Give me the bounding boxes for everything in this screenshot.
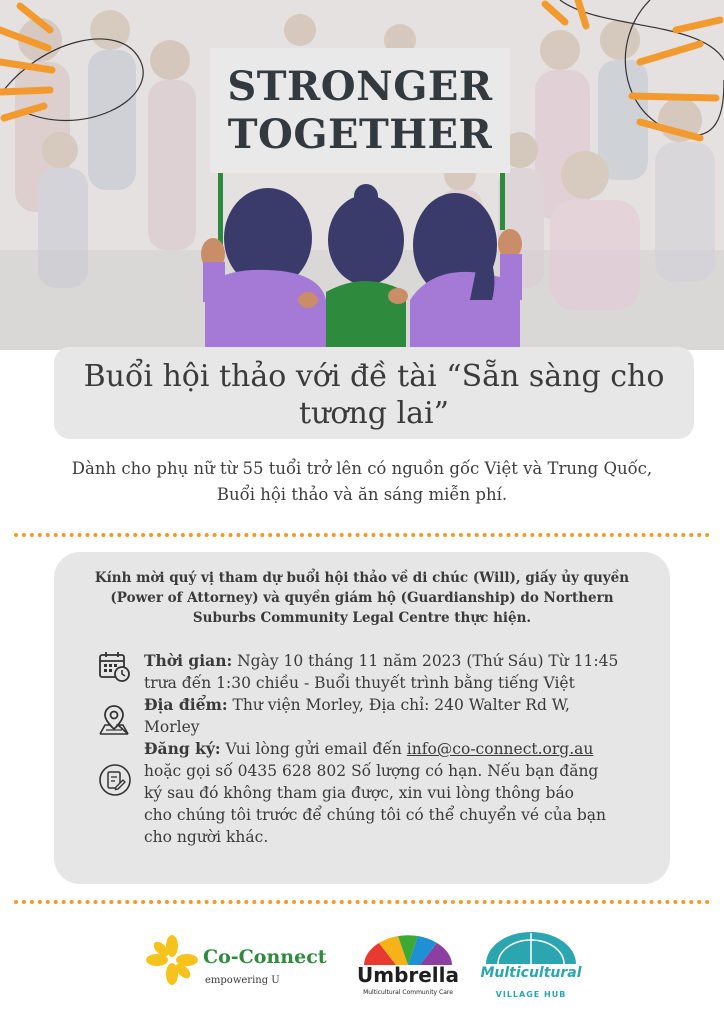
multicultural-umbrella-icon bbox=[484, 930, 578, 966]
register-line-5: cho người khác. bbox=[144, 828, 269, 846]
multicultural-logo-text: Multicultural bbox=[480, 965, 582, 981]
register-label: Đăng ký: bbox=[144, 739, 221, 758]
email-link[interactable]: info@co-connect.org.au bbox=[406, 740, 594, 758]
title-line-2: tương lai” bbox=[299, 396, 449, 431]
subtitle bbox=[30, 456, 694, 508]
dotted-divider-bottom bbox=[14, 900, 710, 904]
co-connect-tagline: empowering U bbox=[205, 975, 280, 986]
time-label: Thời gian: bbox=[144, 651, 233, 670]
co-connect-flower-logo bbox=[146, 935, 198, 985]
invitation-line-3: Suburbs Community Legal Centre thực hiện. bbox=[192, 610, 532, 626]
umbrella-tagline: Multicultural Community Care bbox=[363, 989, 453, 996]
umbrella-logo-icon bbox=[362, 933, 454, 967]
calendar-clock-icon bbox=[98, 650, 132, 684]
place-value: Thư viện Morley, Địa chỉ: 240 Walter Rd W, bbox=[227, 696, 570, 714]
register-line-1 bbox=[144, 738, 664, 760]
subtitle-line-2: Buổi hội thảo và ăn sáng miễn phí. bbox=[216, 485, 508, 504]
register-line-3: ký sau đó không tham gia được, xin vui lòng thông báo bbox=[144, 784, 575, 802]
register-line-4: cho chúng tôi trước để chúng tôi có thể chuyển vé của bạn bbox=[144, 806, 607, 824]
page-title bbox=[54, 358, 694, 432]
map-pin-icon bbox=[97, 703, 131, 737]
invitation-line-2: (Power of Attorney) và quyền giám hộ (Guardianship) do Northern bbox=[110, 590, 614, 606]
time-value: Ngày 10 tháng 11 năm 2023 (Thứ Sáu) Từ 11:45 bbox=[232, 652, 619, 670]
sign-line-2: TOGETHER bbox=[227, 110, 493, 158]
place-line-1 bbox=[144, 694, 664, 716]
co-connect-logo-text: Co-Connect bbox=[203, 946, 327, 968]
time-line-1 bbox=[144, 650, 664, 672]
invitation-text bbox=[64, 568, 660, 628]
sign-line-1: STRONGER bbox=[227, 63, 493, 111]
subtitle-line-1: Dành cho phụ nữ từ 55 tuổi trở lên có nguồn gốc Việt và Trung Quốc, bbox=[71, 459, 653, 478]
event-details bbox=[144, 650, 664, 848]
umbrella-logo-text: Umbrella bbox=[356, 963, 460, 987]
place-label: Địa điểm: bbox=[144, 695, 228, 714]
register-value: Vui lòng gửi email đến bbox=[220, 740, 407, 758]
title-line-1: Buổi hội thảo với đề tài “Sẵn sàng cho bbox=[83, 359, 665, 394]
stronger-together-sign bbox=[210, 48, 510, 173]
place-line-2: Morley bbox=[144, 718, 200, 736]
dotted-divider-top bbox=[14, 533, 710, 537]
invitation-line-1: Kính mời quý vị tham dự buổi hội thảo về di chúc (Will), giấy ủy quyền bbox=[94, 570, 630, 586]
time-line-2: trưa đến 1:30 chiều - Buổi thuyết trình bằng tiếng Việt bbox=[144, 674, 575, 692]
register-line-2: hoặc gọi số 0435 628 802 Số lượng có hạn. Nếu bạn đăng bbox=[144, 762, 599, 780]
multicultural-tagline: VILLAGE HUB bbox=[495, 990, 567, 999]
edit-form-icon bbox=[98, 763, 132, 797]
